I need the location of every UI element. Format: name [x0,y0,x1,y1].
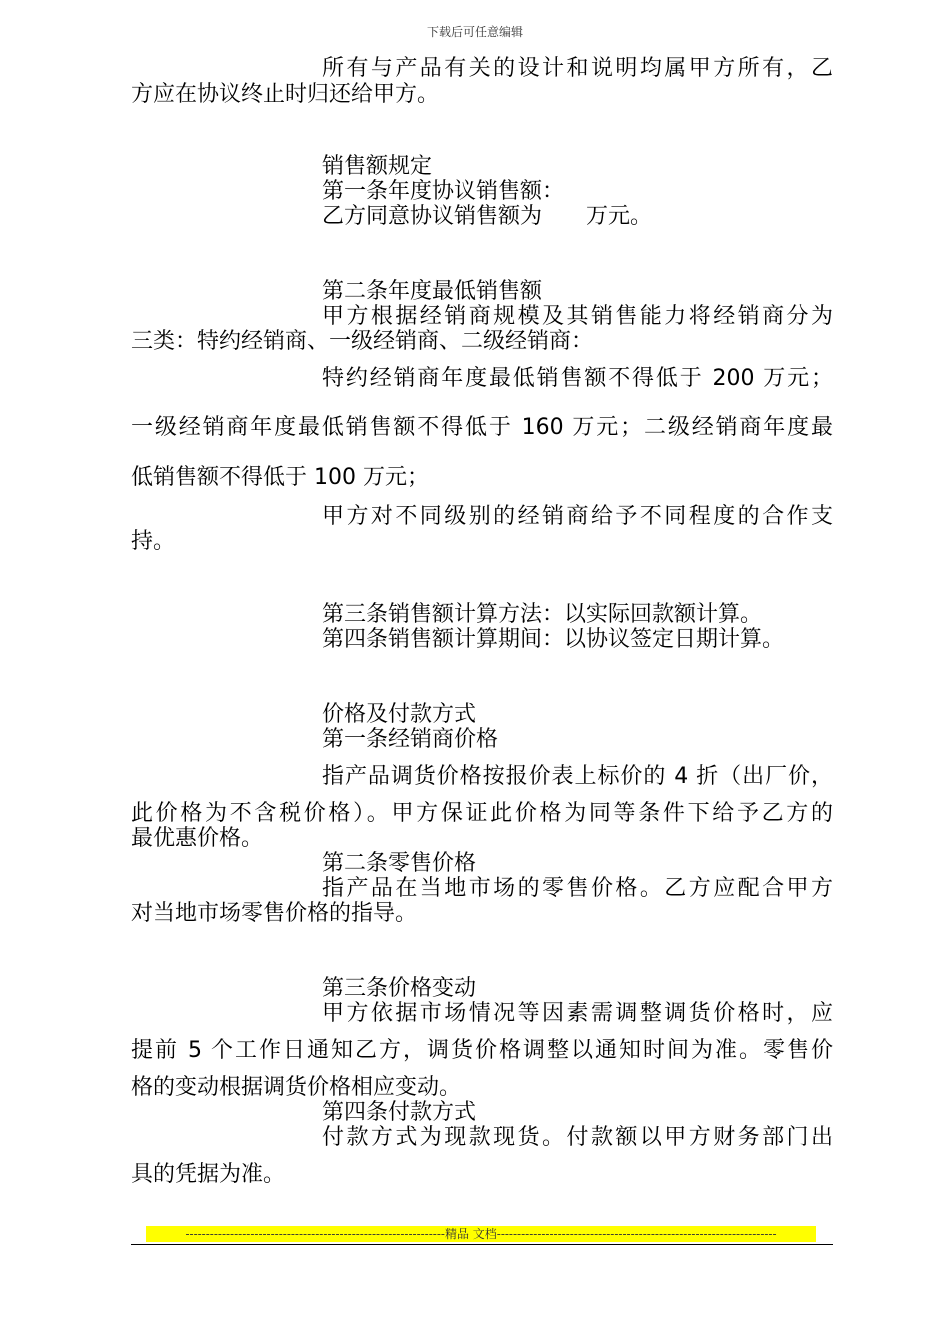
paragraph-line: 此价格为不含税价格）。甲方保证此价格为同等条件下给予乙方的 [131,801,833,826]
paragraph-line: 甲方根据经销商规模及其销售能力将经销商分为 [322,304,833,329]
paragraph-line: 对当地市场零售价格的指导。 [131,901,418,926]
article-heading: 第四条付款方式 [322,1100,477,1125]
paragraph-line: 付款方式为现款现货。付款额以甲方财务部门出 [322,1125,833,1150]
paragraph-line: 乙方同意协议销售额为 万元。 [322,204,653,229]
paragraph-line: 所有与产品有关的设计和说明均属甲方所有，乙 [322,56,833,81]
article-heading: 第一条经销商价格 [322,727,499,752]
paragraph-line: 具的凭据为准。 [131,1162,286,1187]
section-heading: 价格及付款方式 [322,702,477,727]
paragraph-line: 甲方依据市场情况等因素需调整调货价格时，应 [322,1001,833,1026]
footer-watermark: ----------------------------------------------------------------精品 文档--------------------------------------------------------------------- [146,1226,816,1242]
article-heading: 第二条年度最低销售额 [322,279,543,304]
paragraph-line: 格的变动根据调货价格相应变动。 [131,1075,462,1100]
article-heading: 第一条年度协议销售额： [322,179,565,204]
article-heading: 第三条销售额计算方法：以实际回款额计算。 [322,602,763,627]
paragraph-line: 甲方对不同级别的经销商给予不同程度的合作支 [322,504,833,529]
paragraph-line: 特约经销商年度最低销售额不得低于 200 万元； [322,366,833,391]
paragraph-line: 方应在协议终止时归还给甲方。 [131,82,440,107]
paragraph-line: 低销售额不得低于 100 万元； [131,465,429,490]
footer-divider [131,1244,833,1245]
page-header-note: 下载后可任意编辑 [426,25,523,39]
paragraph-line: 提前 5 个工作日通知乙方，调货价格调整以通知时间为准。零售价 [131,1038,833,1063]
article-heading: 第三条价格变动 [322,976,477,1001]
paragraph-line: 持。 [131,529,176,554]
paragraph-line: 三类：特约经销商、一级经销商、二级经销商： [131,329,594,354]
article-heading: 第二条零售价格 [322,851,477,876]
paragraph-line: 指产品在当地市场的零售价格。乙方应配合甲方 [322,876,833,901]
article-heading: 第四条销售额计算期间：以协议签定日期计算。 [322,627,785,652]
section-heading: 销售额规定 [322,154,433,179]
paragraph-line: 指产品调货价格按报价表上标价的 4 折（出厂价， [322,764,833,789]
paragraph-line: 最优惠价格。 [131,826,264,851]
paragraph-line: 一级经销商年度最低销售额不得低于 160 万元；二级经销商年度最 [131,415,833,440]
